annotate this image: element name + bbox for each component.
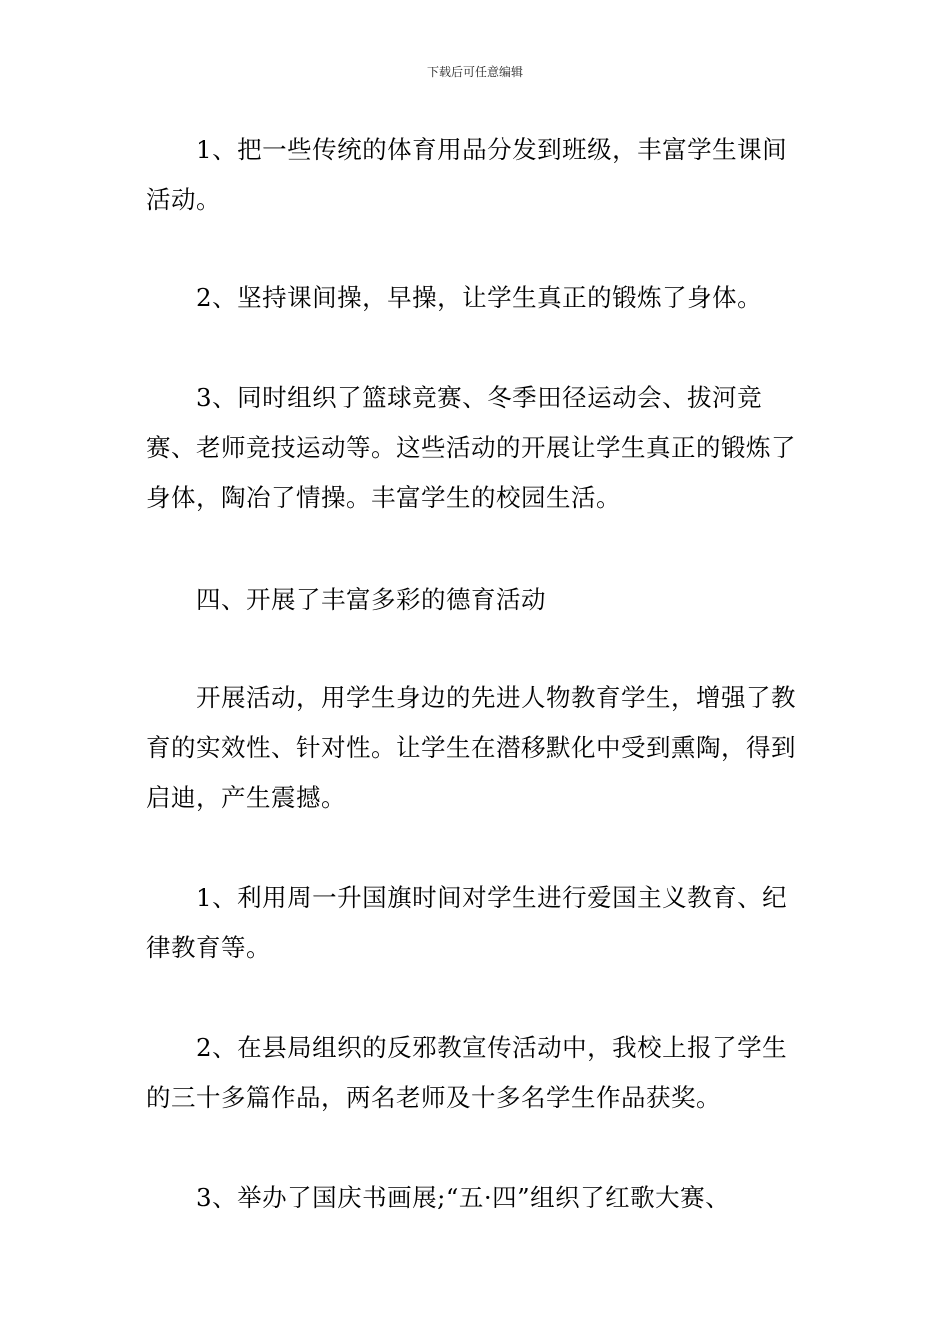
- section-heading-moral-education: 四、开展了丰富多彩的德育活动: [196, 585, 546, 614]
- paragraph-role-models: 开展活动，用学生身边的先进人物教育学生，增强了教育的实效性、针对性。让学生在潜移默化中受到熏陶，得到启迪，产生震撼。: [146, 683, 796, 812]
- page-header: 下载后可任意编辑: [426, 65, 523, 79]
- paragraph-sports-equipment: 1、把一些传统的体育用品分发到班级，丰富学生课间活动。: [146, 135, 788, 214]
- paragraph-anti-cult-campaign: 2、在县局组织的反邪教宣传活动中，我校上报了学生的三十多篇作品，两名老师及十多名学生作品获奖。: [146, 1033, 788, 1112]
- paragraph-morning-exercise: 2、坚持课间操，早操，让学生真正的锻炼了身体。: [196, 283, 763, 312]
- paragraph-flag-raising: 1、利用周一升国旗时间对学生进行爱国主义教育、纪律教育等。: [146, 883, 788, 962]
- paragraph-art-exhibition: 3、举办了国庆书画展;“五·四”组织了红歌大赛、: [196, 1183, 731, 1212]
- paragraph-competitions: 3、同时组织了篮球竞赛、冬季田径运动会、拔河竞赛、老师竞技运动等。这些活动的开展让学生真正的锻炼了身体，陶冶了情操。丰富学生的校园生活。: [146, 383, 796, 512]
